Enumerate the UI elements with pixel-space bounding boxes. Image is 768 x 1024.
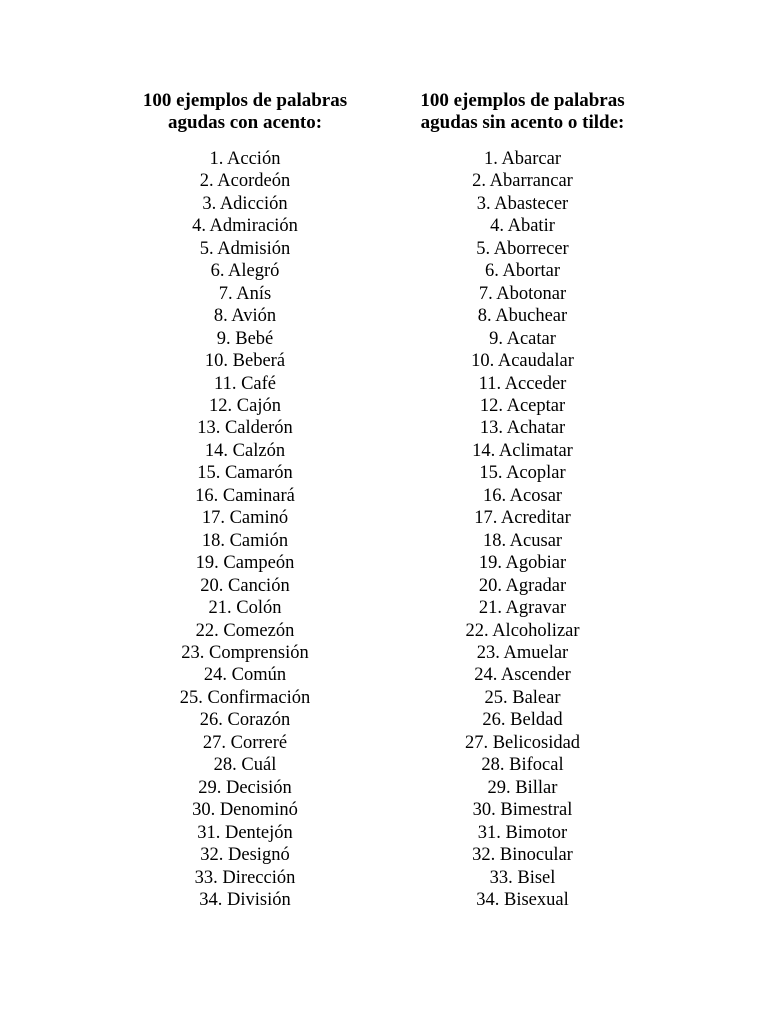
list-item: 6. Alegró bbox=[210, 261, 280, 282]
list-item: 31. Dentejón bbox=[197, 822, 293, 843]
right-heading-line-1: 100 ejemplos de palabras bbox=[420, 90, 625, 111]
list-item: 28. Bifocal bbox=[481, 755, 564, 776]
list-item: 14. Aclimatar bbox=[472, 440, 573, 461]
list-item: 26. Beldad bbox=[482, 710, 563, 731]
list-item: 34. Bisexual bbox=[476, 889, 569, 910]
list-item: 25. Confirmación bbox=[179, 687, 311, 708]
right-heading-line-2: agudas sin acento o tilde: bbox=[420, 112, 625, 133]
list-item: 2. Abarrancar bbox=[472, 171, 573, 192]
list-item: 9. Acatar bbox=[489, 328, 556, 349]
list-item: 19. Agobiar bbox=[478, 553, 567, 574]
left-word-list bbox=[125, 148, 365, 911]
list-item: 25. Balear bbox=[484, 687, 561, 708]
list-item: 17. Acreditar bbox=[474, 508, 571, 529]
list-item: 13. Calderón bbox=[197, 418, 293, 439]
list-item: 12. Cajón bbox=[209, 395, 281, 416]
list-item: 24. Ascender bbox=[474, 665, 571, 686]
left-heading-line-2: agudas con acento: bbox=[167, 112, 323, 133]
list-item: 23. Comprensión bbox=[181, 642, 309, 663]
list-item: 5. Aborrecer bbox=[476, 238, 569, 259]
list-item: 27. Correré bbox=[202, 732, 288, 753]
right-word-list bbox=[400, 148, 645, 911]
list-item: 15. Camarón bbox=[197, 463, 293, 484]
list-item: 33. Dirección bbox=[194, 867, 296, 888]
list-item: 32. Binocular bbox=[472, 845, 573, 866]
list-item: 18. Camión bbox=[201, 530, 289, 551]
list-item: 11. Café bbox=[214, 373, 276, 394]
list-item: 3. Abastecer bbox=[476, 193, 569, 214]
list-item: 20. Canción bbox=[200, 575, 290, 596]
list-item: 16. Acosar bbox=[482, 485, 563, 506]
list-item: 29. Decisión bbox=[198, 777, 292, 798]
left-column-heading bbox=[125, 90, 365, 134]
list-item: 4. Admiración bbox=[192, 216, 298, 237]
list-item: 10. Acaudalar bbox=[471, 351, 574, 372]
list-item: 13. Achatar bbox=[479, 418, 566, 439]
list-item: 27. Belicosidad bbox=[464, 732, 581, 753]
list-item: 8. Abuchear bbox=[477, 306, 568, 327]
list-item: 19. Campeón bbox=[195, 553, 295, 574]
list-item: 15. Acoplar bbox=[479, 463, 566, 484]
list-item: 1. Acción bbox=[209, 149, 281, 169]
list-item: 30. Denominó bbox=[192, 800, 298, 821]
right-column-heading bbox=[400, 90, 645, 134]
list-item: 7. Abotonar bbox=[478, 283, 567, 304]
list-item: 9. Bebé bbox=[216, 328, 274, 349]
list-item: 10. Beberá bbox=[204, 351, 286, 372]
list-item: 17. Caminó bbox=[201, 508, 289, 529]
list-item: 31. Bimotor bbox=[477, 822, 568, 843]
left-column-con-acento bbox=[125, 90, 365, 911]
list-item: 4. Abatir bbox=[490, 216, 555, 237]
list-item: 33. Bisel bbox=[489, 867, 556, 888]
list-item: 26. Corazón bbox=[199, 710, 291, 731]
list-item: 12. Aceptar bbox=[479, 395, 566, 416]
list-item: 1. Abarcar bbox=[483, 149, 562, 169]
list-item: 29. Billar bbox=[487, 777, 558, 798]
list-item: 11. Acceder bbox=[478, 373, 567, 394]
list-item: 22. Alcoholizar bbox=[465, 620, 580, 641]
list-item: 24. Común bbox=[203, 665, 287, 686]
list-item: 18. Acusar bbox=[482, 530, 563, 551]
right-column-sin-acento bbox=[400, 90, 645, 911]
left-heading-line-1: 100 ejemplos de palabras bbox=[142, 90, 348, 111]
list-item: 3. Adicción bbox=[202, 193, 288, 214]
list-item: 8. Avión bbox=[213, 306, 277, 327]
list-item: 6. Abortar bbox=[484, 261, 560, 282]
list-item: 28. Cuál bbox=[213, 755, 277, 776]
list-item: 34. División bbox=[199, 889, 291, 910]
list-item: 21. Colón bbox=[208, 598, 282, 619]
list-item: 21. Agravar bbox=[478, 598, 567, 619]
list-item: 7. Anís bbox=[218, 283, 272, 304]
list-item: 23. Amuelar bbox=[476, 642, 569, 663]
list-item: 20. Agradar bbox=[478, 575, 567, 596]
list-item: 14. Calzón bbox=[204, 440, 286, 461]
list-item: 5. Admisión bbox=[199, 238, 291, 259]
list-item: 2. Acordeón bbox=[199, 171, 291, 192]
list-item: 30. Bimestral bbox=[472, 800, 573, 821]
list-item: 16. Caminará bbox=[195, 485, 295, 506]
list-item: 22. Comezón bbox=[195, 620, 295, 641]
list-item: 32. Designó bbox=[200, 845, 290, 866]
